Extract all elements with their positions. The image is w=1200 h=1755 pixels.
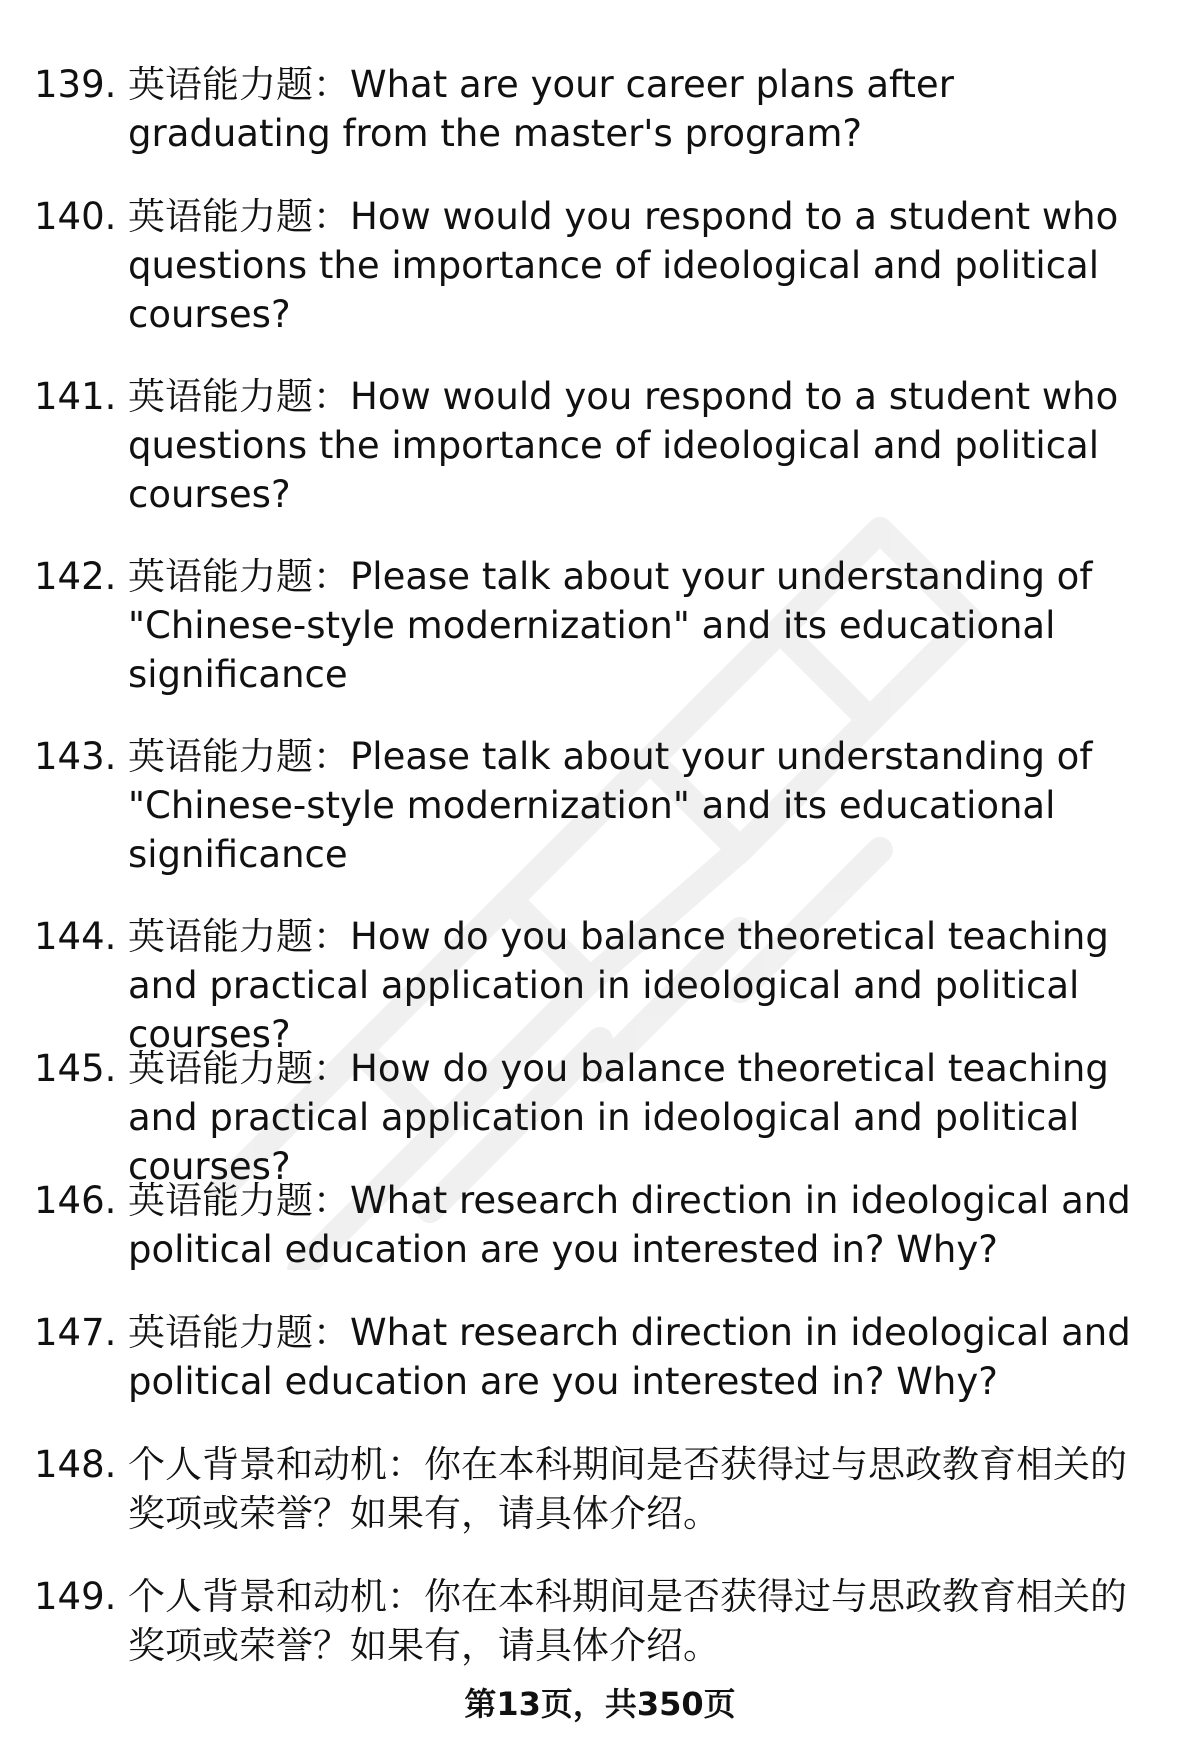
item-number: 146. [34,1179,117,1222]
item-text: 英语能力题：What research direction in ideological and political education are you interested in? Why? [128,1311,1131,1403]
item-text: 英语能力题：Please talk about your understanding of "Chinese-style modernization" and its educational significance [128,735,1093,876]
item-number: 149. [34,1575,117,1618]
item-text: 英语能力题：How do you balance theoretical teaching and practical application in ideological and political courses? [128,915,1109,1056]
item-text: 英语能力题：How would you respond to a student who questions the importance of ideological and political courses? [128,375,1119,516]
page-footer: 第13页，共350页 [464,1685,736,1723]
item-number: 142. [34,555,117,598]
item-text: 个人背景和动机：你在本科期间是否获得过与思政教育相关的奖项或荣誉？如果有，请具体介绍。 [128,1575,1127,1667]
item-number: 143. [34,735,117,778]
item-text: 个人背景和动机：你在本科期间是否获得过与思政教育相关的奖项或荣誉？如果有，请具体介绍。 [128,1443,1127,1535]
item-text: 英语能力题：What research direction in ideological and political education are you interested in? Why? [128,1179,1131,1271]
item-number: 148. [34,1443,117,1486]
item-text: 英语能力题：Please talk about your understanding of "Chinese-style modernization" and its educational significance [128,555,1093,696]
item-number: 147. [34,1311,117,1354]
item-number: 140. [34,195,117,238]
item-text: 英语能力题：How would you respond to a student who questions the importance of ideological and political courses? [128,195,1119,336]
item-number: 144. [34,915,117,958]
item-text: 英语能力题：How do you balance theoretical teaching and practical application in ideological and political courses? [128,1047,1109,1188]
item-number: 141. [34,375,117,418]
item-number: 145. [34,1047,117,1090]
item-text: 英语能力题：What are your career plans after graduating from the master's program? [128,63,954,155]
item-number: 139. [34,63,117,106]
